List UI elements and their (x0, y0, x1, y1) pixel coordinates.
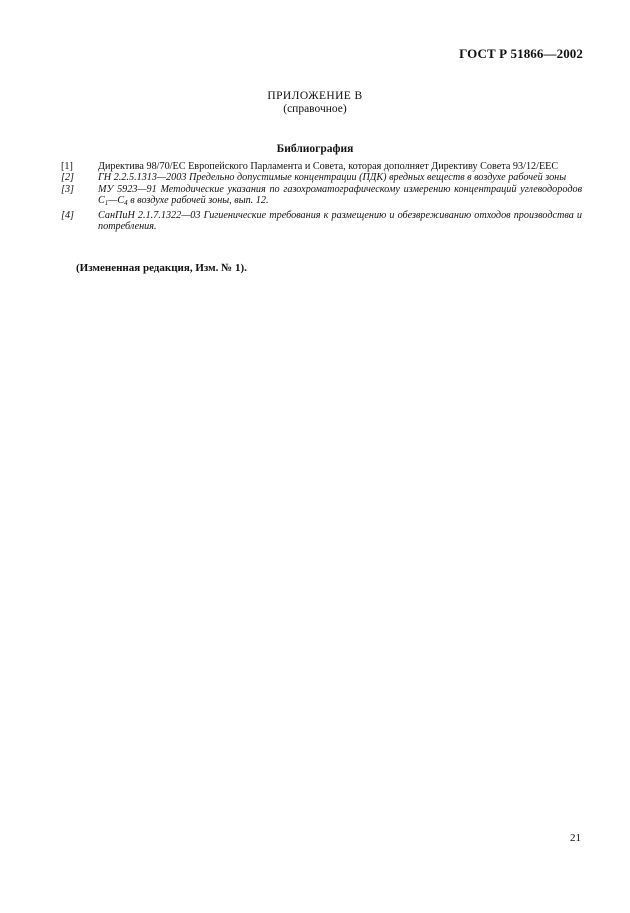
appendix-subtitle: (справочное) (283, 103, 347, 115)
page-number: 21 (570, 832, 581, 844)
bibliography-ref-number: [2] (61, 172, 75, 184)
bibliography-ref-number: [1] (61, 161, 73, 172)
ref-text-part: в воздухе рабочей зоны, вып. 12. (127, 195, 269, 207)
section-title-bibliography: Библиография (276, 143, 354, 155)
ref-text-part: —С (108, 195, 125, 207)
bibliography-entry-4 (61, 210, 582, 233)
bibliography-ref-text: Директива 98/70/ЕС Европейского Парламента и Совета, которая дополняет Директиву Совета 93/12/ЕЕС (98, 161, 559, 172)
bibliography-entry-2 (61, 172, 582, 183)
bibliography-ref-number: [4] (61, 209, 75, 221)
appendix-heading (0, 90, 630, 116)
bibliography-list (61, 161, 582, 232)
document-header-standard-id: ГОСТ Р 51866—2002 (459, 46, 583, 61)
bibliography-ref-text: ГН 2.2.5.1313—2003 Предельно допустимые концентрации (ПДК) вредных веществ в воздухе рабочей зоны (98, 172, 567, 184)
ref-text-part: МУ 5923—91 Методические указания по газохроматографическому измерению концентраций углеводородов С (98, 183, 582, 207)
subscript: 1 (104, 199, 109, 208)
bibliography-ref-text (98, 184, 582, 210)
amendment-note: (Измененная редакция, Изм. № 1). (76, 262, 247, 274)
bibliography-ref-number: [3] (61, 183, 75, 195)
subscript: 4 (124, 199, 128, 208)
appendix-title: ПРИЛОЖЕНИЕ В (267, 90, 363, 102)
bibliography-entry-1 (61, 161, 582, 172)
bibliography-ref-text: СанПиН 2.1.7.1322—03 Гигиенические требования к размещению и обезвреживанию отходов производства и потребления. (98, 209, 582, 233)
bibliography-entry-3 (61, 184, 582, 210)
